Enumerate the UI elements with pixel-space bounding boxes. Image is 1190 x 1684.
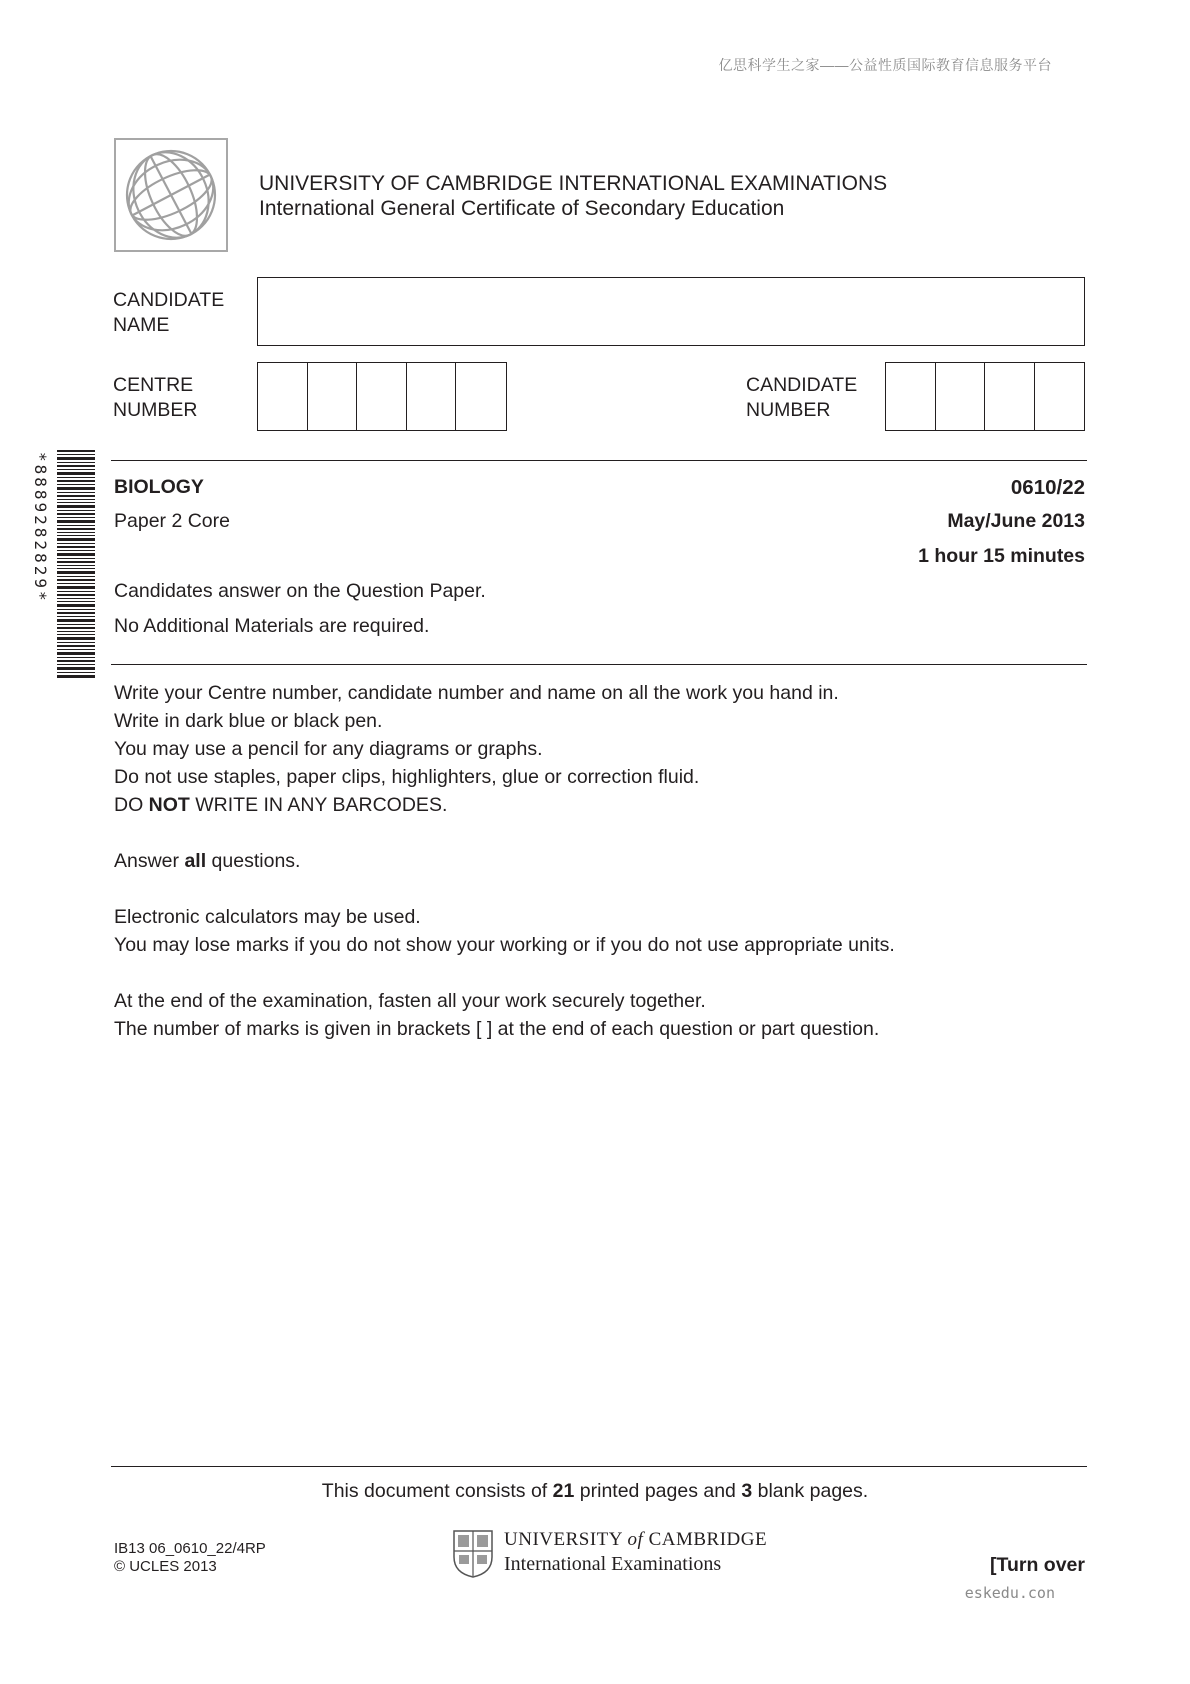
barcode-label <box>30 452 50 678</box>
blank-pages-count: 3 <box>741 1480 753 1502</box>
instruction-text: Answer <box>114 850 185 872</box>
logo-word: UNIVERSITY <box>504 1529 623 1550</box>
candidate-number-digit[interactable] <box>1035 363 1085 430</box>
qualification-title: International General Certificate of Secondary Education <box>259 197 785 220</box>
centre-number-label <box>113 373 198 423</box>
copyright: © UCLES 2013 <box>114 1558 217 1575</box>
centre-number-digit[interactable] <box>308 363 358 430</box>
instruction-line: Write in dark blue or black pen. <box>114 710 383 732</box>
turn-over: [Turn over <box>990 1554 1085 1576</box>
instruction-line <box>114 791 447 819</box>
centre-number-digit[interactable] <box>258 363 308 430</box>
centre-number-digit[interactable] <box>357 363 407 430</box>
cambridge-logo-line1 <box>504 1529 767 1551</box>
instruction-line: Electronic calculators may be used. <box>114 906 421 928</box>
answer-location: Candidates answer on the Question Paper. <box>114 580 486 602</box>
cambridge-logo-line2: International Examinations <box>504 1553 722 1575</box>
instruction-line: At the end of the examination, fasten all your work securely together. <box>114 990 706 1012</box>
paper-name: Paper 2 Core <box>114 510 230 532</box>
instruction-line: Write your Centre number, candidate number and name on all the work you hand in. <box>114 682 839 704</box>
instruction-line: You may lose marks if you do not show your working or if you do not use appropriate units. <box>114 934 895 956</box>
exam-session: May/June 2013 <box>947 510 1085 532</box>
candidate-number-digit[interactable] <box>985 363 1035 430</box>
divider-bottom <box>111 1466 1087 1467</box>
page-count-note <box>0 1480 1190 1503</box>
divider-middle <box>111 664 1087 665</box>
top-watermark: 亿思科学生之家——公益性质国际教育信息服务平台 <box>718 57 1052 73</box>
instruction-text: DO <box>114 794 149 816</box>
candidate-number-field[interactable] <box>885 362 1085 431</box>
bottom-watermark: eskedu.con <box>964 1584 1055 1602</box>
candidate-name-label-line2: NAME <box>113 314 170 336</box>
centre-number-label-line1: CENTRE <box>113 374 194 396</box>
candidate-number-digit[interactable] <box>886 363 936 430</box>
page-count-text: printed pages and <box>574 1480 742 1502</box>
instruction-line: The number of marks is given in brackets [ ] at the end of each question or part question. <box>114 1018 880 1040</box>
candidate-name-label-line1: CANDIDATE <box>113 289 225 311</box>
candidate-number-digit[interactable] <box>936 363 986 430</box>
centre-number-digit[interactable] <box>456 363 506 430</box>
page-count-text: blank pages. <box>752 1480 869 1502</box>
centre-number-field[interactable] <box>257 362 507 431</box>
cambridge-shield-icon <box>452 1529 494 1579</box>
logo-word: CAMBRIDGE <box>648 1529 768 1550</box>
page-count-text: This document consists of <box>321 1480 553 1502</box>
instruction-line: You may use a pencil for any diagrams or graphs. <box>114 738 543 760</box>
candidate-name-label <box>113 288 224 338</box>
instruction-line: Do not use staples, paper clips, highlighters, glue or correction fluid. <box>114 766 700 788</box>
cambridge-logo <box>452 1529 772 1579</box>
candidate-number-label-line1: CANDIDATE <box>746 374 858 396</box>
candidate-number-label-line2: NUMBER <box>746 399 831 421</box>
paper-code: 0610/22 <box>1010 476 1085 499</box>
globe-logo <box>114 138 228 252</box>
globe-icon <box>116 140 226 250</box>
barcode-number: *8889282829* <box>31 452 50 604</box>
printed-pages-count: 21 <box>552 1480 575 1502</box>
centre-number-digit[interactable] <box>407 363 457 430</box>
instruction-emphasis: all <box>184 850 207 872</box>
university-title: UNIVERSITY OF CAMBRIDGE INTERNATIONAL EXAMINATIONS <box>259 172 888 195</box>
candidate-name-field[interactable] <box>257 277 1085 346</box>
instruction-emphasis: NOT <box>148 794 190 816</box>
logo-word: of <box>627 1529 644 1550</box>
instruction-line <box>114 847 300 875</box>
subject-title: BIOLOGY <box>114 476 204 498</box>
instruction-text: WRITE IN ANY BARCODES. <box>189 794 448 816</box>
reference-code: IB13 06_0610_22/4RP <box>114 1540 266 1557</box>
materials-note: No Additional Materials are required. <box>114 615 430 637</box>
instruction-text: questions. <box>206 850 301 872</box>
centre-number-label-line2: NUMBER <box>113 399 198 421</box>
barcode-graphic <box>57 450 95 678</box>
divider-top <box>111 460 1087 461</box>
candidate-number-label <box>746 373 857 423</box>
exam-duration: 1 hour 15 minutes <box>918 545 1085 567</box>
